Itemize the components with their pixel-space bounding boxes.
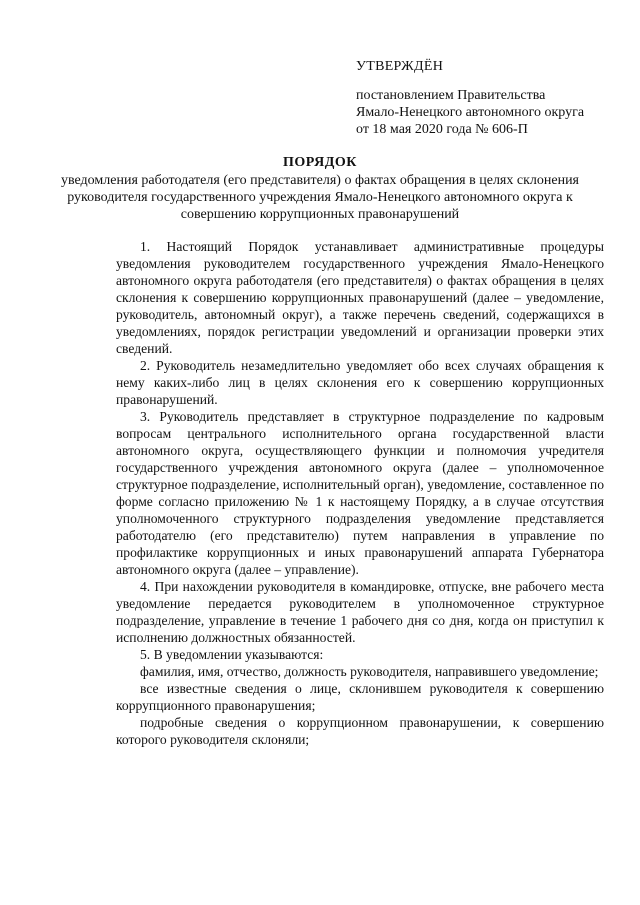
document-subtitle: уведомления работодателя (его представителя) о фактах обращения в целях склонения руководителя государственного учреждения Ямало-Ненецкого автономного округа к совершению коррупционных правонарушений — [61, 173, 579, 222]
approval-line: от 18 мая 2020 года № 606-П — [356, 122, 528, 137]
approval-line: постановлением Правительства — [356, 88, 546, 103]
document-body — [116, 238, 604, 748]
approval-block — [356, 58, 584, 138]
list-item: фамилия, имя, отчество, должность руководителя, направившего уведомление; — [140, 664, 599, 679]
paragraph: 4. При нахождении руководителя в командировке, отпуске, вне рабочего места уведомление передается руководителем в уполномоченное структурное подразделение, управление в течение 1 рабочего дня со дня, когда он приступил к исполнению должностных обязанностей. — [116, 579, 604, 645]
paragraph: 3. Руководитель представляет в структурное подразделение по кадровым вопросам центрального исполнительного органа государственной власти автономного округа, осуществляющего функции и полномочия учредителя государственного учреждения автономного округа (далее – уполномоченное структурное подразделение, исполнительный орган), уведомление, составленное по форме согласно приложению № 1 к настоящему Порядку, а в случае отсутствия уполномоченного структурного подразделения уведомление представляется работодателю (его представителю) путем направления в управление по профилактике коррупционных и иных правонарушений аппарата Губернатора автономного округа (далее – управление). — [116, 409, 604, 577]
approval-stamp: УТВЕРЖДЁН — [356, 59, 444, 74]
approval-line: Ямало-Ненецкого автономного округа — [356, 105, 585, 120]
list-item: подробные сведения о коррупционном правонарушении, к совершению которого руководителя склоняли; — [116, 715, 604, 747]
paragraph: 5. В уведомлении указываются: — [140, 647, 324, 662]
paragraph: 1. Настоящий Порядок устанавливает административные процедуры уведомления руководителем государственного учреждения Ямало-Ненецкого автономного округа работодателя (его представителя) о фактах обращения в целях склонения к совершению коррупционных правонарушений (далее – уведомление, руководитель, автономный округ), а также перечень сведений, содержащихся в уведомлениях, порядок регистрации уведомлений и организации проверки этих сведений. — [116, 239, 604, 356]
document-heading: ПОРЯДОК — [283, 155, 357, 170]
paragraph: 2. Руководитель незамедлительно уведомляет обо всех случаях обращения к нему каких-либо лиц в целях склонения его к совершению коррупционных правонарушений. — [116, 358, 604, 407]
document-title — [40, 154, 600, 223]
list-item: все известные сведения о лице, склонившем руководителя к совершению коррупционного правонарушения; — [116, 681, 604, 713]
